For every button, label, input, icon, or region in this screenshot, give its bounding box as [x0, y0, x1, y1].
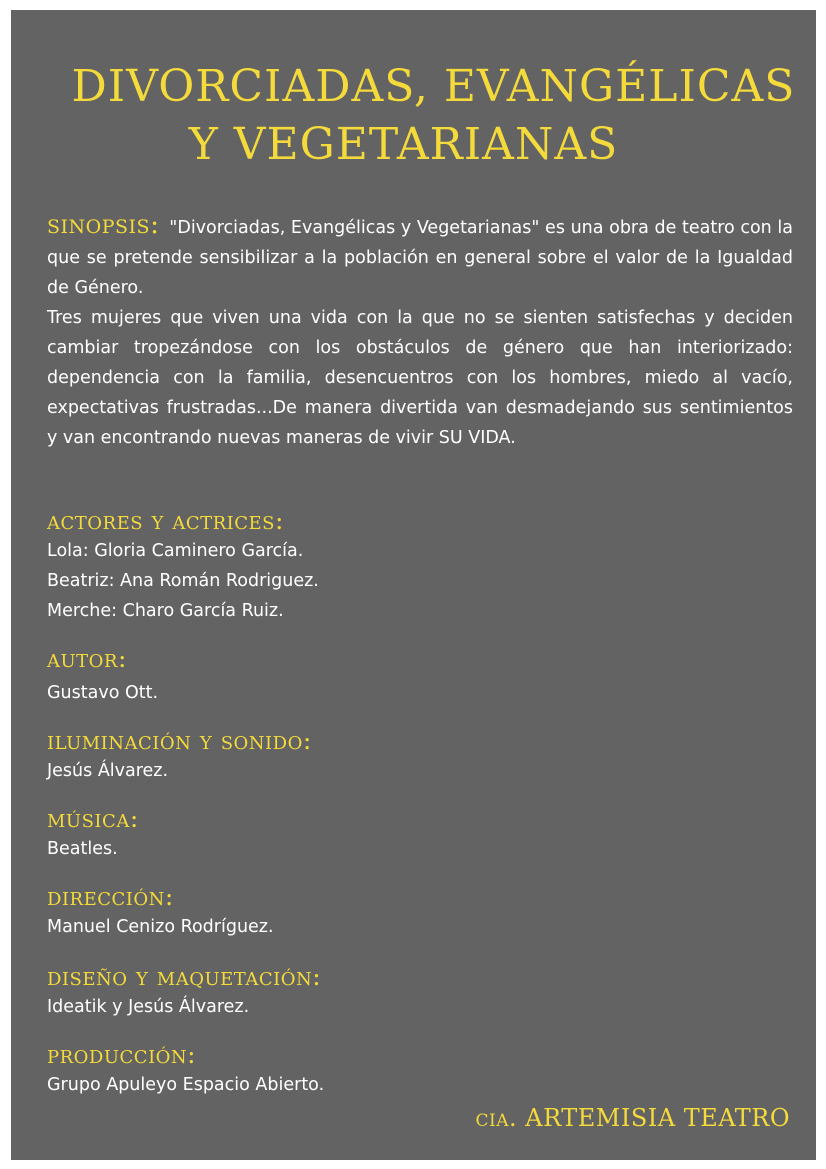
title-line-1: DIVORCIADAS, EVANGÉLICAS: [71, 61, 796, 112]
lighting-section: [47, 726, 787, 786]
poster-panel: [11, 10, 816, 1160]
design-heading: diseño y maquetación:: [47, 962, 322, 991]
cast-line: Lola: Gloria Caminero García.: [47, 541, 304, 561]
synopsis-paragraph-2: Tres mujeres que viven una vida con la que no se sienten satisfechas y deciden cambiar tropezándose con los obstáculos de género que han interiorizado: dependencia con la familia, desencuentros con los hombres, miedo al vacío, expectativas frustradas...De manera divertida van desmadejando sus sentimientos y van encontrando nuevas maneras de vivir SU VIDA.: [47, 308, 793, 448]
cast-line: Beatriz: Ana Román Rodriguez.: [47, 571, 319, 591]
lighting-value: Jesús Álvarez.: [47, 761, 169, 781]
production-value: Grupo Apuleyo Espacio Abierto.: [47, 1075, 325, 1095]
design-section: [47, 962, 787, 1022]
direction-heading: dirección:: [47, 882, 174, 911]
production-section: [47, 1040, 787, 1100]
music-section: [47, 804, 787, 864]
music-heading: música:: [47, 804, 139, 833]
cast-section: [47, 506, 787, 626]
author-value: Gustavo Ott.: [47, 683, 159, 703]
poster-title: [11, 58, 816, 174]
synopsis-paragraph-1: [47, 210, 793, 303]
company-name: ARTEMISIA TEATRO: [525, 1104, 790, 1132]
direction-section: [47, 882, 787, 942]
lighting-heading: iluminación y sonido:: [47, 726, 312, 755]
company-prefix: cia.: [475, 1104, 518, 1132]
design-value: Ideatik y Jesús Álvarez.: [47, 997, 250, 1017]
production-heading: producción:: [47, 1040, 197, 1069]
cast-line: Merche: Charo García Ruiz.: [47, 601, 284, 621]
cast-heading: actores y actrices:: [47, 506, 284, 535]
author-section: [47, 644, 787, 708]
synopsis-text-1: "Divorciadas, Evangélicas y Vegetarianas" es una obra de teatro con la que se pretende sensibilizar a la población en general sobre el valor de la Igualdad de Género.: [47, 218, 793, 298]
author-heading: autor:: [47, 644, 127, 673]
direction-value: Manuel Cenizo Rodríguez.: [47, 917, 274, 937]
synopsis-section: [47, 210, 793, 453]
synopsis-heading: sinopsis:: [47, 209, 160, 240]
company-credit: [475, 1104, 790, 1132]
music-value: Beatles.: [47, 839, 118, 859]
title-line-2: Y VEGETARIANAS: [188, 119, 619, 170]
